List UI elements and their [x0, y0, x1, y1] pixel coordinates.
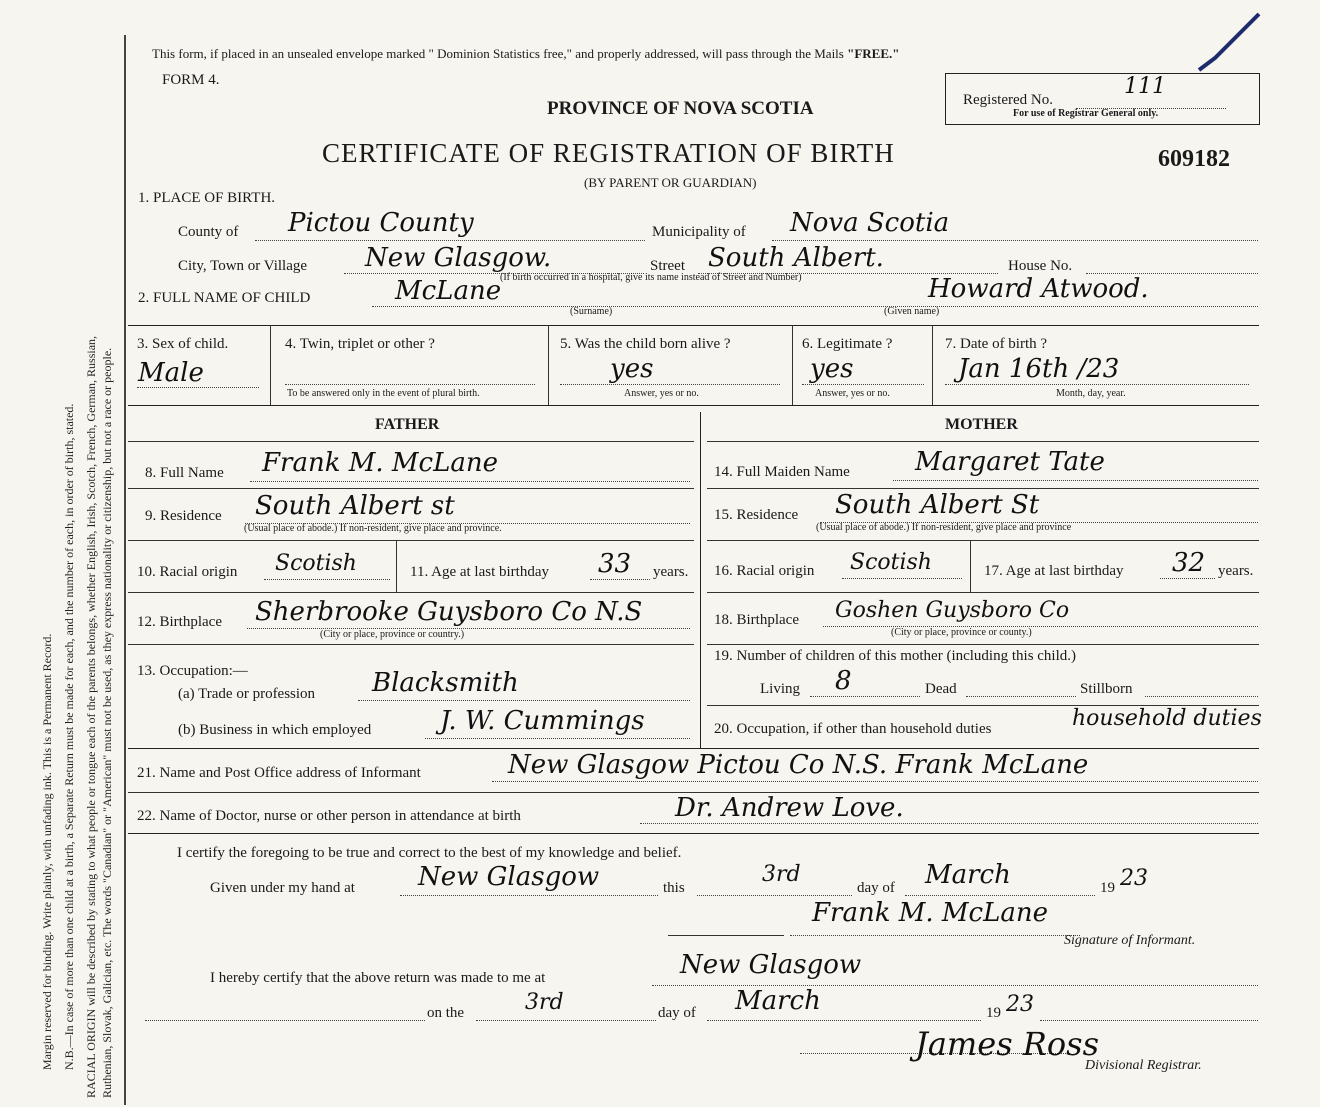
stillborn-label: Stillborn	[1080, 681, 1133, 697]
registrar-statement: I hereby certify that the above return was made to me at	[210, 970, 546, 986]
registrar-day-line	[476, 1020, 656, 1021]
mother-name-value: Margaret Tate	[915, 447, 1105, 477]
mother-occupation-label: 20. Occupation, if other than household duties	[714, 721, 992, 737]
informant-signature-caption: Signature of Informant.	[1064, 933, 1196, 948]
municipality-label: Municipality of	[652, 224, 746, 240]
certificate-subtitle: (BY PARENT OR GUARDIAN)	[584, 175, 757, 190]
business-label: (b) Business in which employed	[178, 722, 372, 738]
father-birthplace-line	[247, 628, 690, 629]
dob-note: Month, day, year.	[1056, 388, 1126, 399]
county-line	[255, 240, 645, 241]
house-label: House No.	[1008, 258, 1073, 274]
mother-years-label: years.	[1218, 563, 1254, 579]
given-place-value: New Glasgow	[418, 862, 600, 892]
business-line	[425, 738, 690, 739]
twin-line	[285, 384, 535, 385]
alive-value: yes	[610, 354, 654, 384]
certify-year-value: 23	[1120, 866, 1148, 891]
mother-age-label: 17. Age at last birthday	[984, 563, 1124, 579]
mother-racial-line	[842, 578, 962, 579]
doctor-line	[640, 823, 1258, 824]
father-racial-value: Scotish	[275, 551, 357, 576]
city-value: New Glasgow.	[365, 243, 552, 273]
row3-bottom-rule	[128, 405, 1259, 406]
certify-day-value: 3rd	[762, 862, 801, 887]
registrar-year-prefix: 19	[986, 1005, 1001, 1021]
legitimate-label: 6. Legitimate ?	[802, 336, 893, 352]
registrar-caption: Divisional Registrar.	[1085, 1058, 1202, 1073]
registered-label: Registered No.	[963, 92, 1053, 108]
registrar-signature: James Ross	[915, 1025, 1099, 1063]
mother-birthplace-label: 18. Birthplace	[714, 612, 799, 628]
certify-month-value: March	[925, 860, 1011, 890]
parents-center-rule	[700, 412, 701, 748]
mother-residence-label: 15. Residence	[714, 507, 799, 523]
certificate-number: 609182	[1158, 146, 1230, 172]
margin-note-2: N.B.—In case of more than one child at a birth, a Separate Return must be made for each, and the number of each, in order of birth, stated.	[62, 403, 76, 1070]
dead-label: Dead	[925, 681, 957, 697]
father-heading: FATHER	[375, 416, 440, 433]
father-residence-label: 9. Residence	[145, 508, 222, 524]
informant-line	[492, 781, 1258, 782]
street-value: South Albert.	[708, 243, 884, 273]
mother-residence-note: (Usual place of abode.) If non-resident, give place and province	[816, 522, 1072, 533]
father-name-label: 8. Full Name	[145, 465, 224, 481]
informant-signature: Frank M. McLane	[812, 898, 1048, 928]
father-birthplace-value: Sherbrooke Guysboro Co N.S	[255, 597, 643, 627]
father-age-label: 11. Age at last birthday	[410, 564, 549, 580]
trade-line	[358, 700, 690, 701]
father-racial-label: 10. Racial origin	[137, 564, 238, 580]
row3-top-rule	[128, 325, 1259, 326]
row-rule-16	[707, 592, 1259, 593]
dob-label: 7. Date of birth ?	[945, 336, 1048, 352]
mother-birthplace-value: Goshen Guysboro Co	[835, 598, 1070, 623]
hospital-note: (If birth occurred in a hospital, give its name instead of Street and Number)	[500, 272, 802, 283]
mother-residence-value: South Albert St	[835, 490, 1040, 520]
registrar-trail-line	[1040, 1020, 1258, 1021]
mail-notice: This form, if placed in an unsealed envelope marked " Dominion Statistics free," and properly addressed, will pass through the Mails "FREE."	[152, 46, 900, 61]
mother-racial-value: Scotish	[850, 550, 932, 575]
trade-label: (a) Trade or profession	[178, 686, 316, 702]
given-place-line	[400, 895, 658, 896]
place-heading: 1. PLACE OF BIRTH.	[138, 190, 276, 206]
registrar-onthe-label: on the	[427, 1005, 465, 1021]
dead-line	[966, 696, 1076, 697]
father-age-value: 33	[598, 549, 632, 579]
mother-occupation-value: household duties	[1072, 706, 1262, 731]
father-age-divider	[396, 540, 397, 592]
legitimate-value: yes	[810, 354, 854, 384]
certify-year-prefix: 19	[1100, 880, 1115, 896]
province-heading: PROVINCE OF NOVA SCOTIA	[547, 98, 814, 119]
registrar-lead-line	[145, 1020, 425, 1021]
registrar-month-value: March	[735, 986, 821, 1016]
certify-statement: I certify the foregoing to be true and correct to the best of my knowledge and belief.	[177, 845, 682, 861]
row-rule-15	[707, 540, 1259, 541]
informant-signature-line	[668, 935, 784, 936]
row3-divider-4	[932, 325, 933, 405]
registrar-month-line	[707, 1020, 981, 1021]
this-label: this	[663, 880, 685, 896]
child-surname-value: McLane	[395, 276, 502, 306]
row-rule-14	[707, 488, 1259, 489]
parents-top-rule	[128, 441, 694, 442]
living-label: Living	[760, 681, 800, 697]
father-age-line	[590, 579, 650, 580]
parents-top-rule-right	[707, 441, 1259, 442]
occupation-label: 13. Occupation:—	[137, 663, 248, 679]
registrar-day-value: 3rd	[525, 990, 564, 1015]
living-value: 8	[835, 666, 852, 696]
informant-signature-line-2	[790, 935, 1080, 936]
registrar-year-value: 23	[1006, 992, 1034, 1017]
father-years-label: years.	[653, 564, 689, 580]
father-residence-note: (Usual place of abode.) If non-resident, give place and province.	[244, 523, 502, 534]
child-name-label: 2. FULL NAME OF CHILD	[138, 290, 311, 306]
row-rule-12	[128, 644, 694, 645]
dob-value: Jan 16th /23	[958, 354, 1120, 384]
row3-divider-2	[548, 325, 549, 405]
row-rule-occupation	[128, 748, 1259, 749]
mother-heading: MOTHER	[945, 416, 1018, 433]
doctor-label: 22. Name of Doctor, nurse or other person in attendance at birth	[137, 808, 521, 824]
county-value: Pictou County	[288, 208, 474, 238]
check-mark-icon	[1195, 8, 1265, 78]
mother-age-value: 32	[1172, 548, 1206, 578]
city-label: City, Town or Village	[178, 258, 308, 274]
stillborn-line	[1145, 696, 1258, 697]
certify-day-line	[697, 895, 852, 896]
registrar-use-note: For use of Registrar General only.	[1013, 108, 1159, 119]
mother-racial-label: 16. Racial origin	[714, 563, 815, 579]
margin-note-3: RACIAL ORIGIN will be described by stating to what people or tongue each of the parents belongs, whether English, Irish, Scotch, French, German, Russian,	[84, 335, 98, 1098]
mother-birthplace-note: (City or place, province or county.)	[891, 627, 1032, 638]
alive-line	[560, 384, 780, 385]
mother-age-line	[1160, 578, 1215, 579]
certificate-title: CERTIFICATE OF REGISTRATION OF BIRTH	[322, 138, 895, 168]
given-label: Given under my hand at	[210, 880, 355, 896]
father-birthplace-label: 12. Birthplace	[137, 614, 222, 630]
father-birthplace-note: (City or place, province or country.)	[320, 629, 465, 640]
alive-label: 5. Was the child born alive ?	[560, 336, 731, 352]
row-rule-10	[128, 592, 694, 593]
father-name-value: Frank M. McLane	[262, 448, 498, 478]
margin-note-4: Ruthenian, Slovak, Galician, etc. The words "Canadian" or "American" must not be used, as they express nationality or citizenship, but not a race or people.	[100, 347, 114, 1098]
legitimate-line	[802, 384, 924, 385]
surname-caption: (Surname)	[570, 306, 613, 317]
given-caption: (Given name)	[884, 306, 940, 317]
row3-divider-3	[792, 325, 793, 405]
child-given-value: Howard Atwood.	[928, 274, 1149, 304]
registrar-place-value: New Glasgow	[680, 950, 862, 980]
certify-month-line	[905, 895, 1095, 896]
row-rule-22	[128, 833, 1259, 834]
registered-number-box	[945, 73, 1260, 125]
alive-note: Answer, yes or no.	[624, 388, 699, 399]
twin-label: 4. Twin, triplet or other ?	[285, 336, 435, 352]
mother-birthplace-line	[823, 626, 1258, 627]
sex-label: 3. Sex of child.	[137, 336, 229, 352]
registered-value: 111	[1124, 74, 1166, 99]
living-line	[810, 696, 920, 697]
child-name-line	[372, 306, 1258, 307]
municipality-line	[772, 240, 1258, 241]
mother-name-label: 14. Full Maiden Name	[714, 464, 850, 480]
row-rule-18	[707, 644, 1259, 645]
legitimate-note: Answer, yes or no.	[815, 388, 890, 399]
mother-age-divider	[970, 540, 971, 592]
father-residence-value: South Albert st	[255, 491, 455, 521]
father-racial-line	[264, 579, 390, 580]
trade-value: Blacksmith	[372, 668, 519, 698]
father-name-line	[250, 481, 690, 482]
twin-note: To be answered only in the event of plural birth.	[287, 388, 480, 399]
mother-name-line	[893, 480, 1258, 481]
row-rule-8	[128, 488, 694, 489]
county-label: County of	[178, 224, 239, 240]
informant-value: New Glasgow Pictou Co N.S. Frank McLane	[508, 750, 1089, 780]
certify-dayof-label: day of	[857, 880, 895, 896]
form-number: FORM 4.	[162, 72, 220, 88]
registrar-dayof-label: day of	[658, 1005, 696, 1021]
dob-line	[945, 384, 1249, 385]
street-label: Street	[650, 258, 685, 274]
municipality-value: Nova Scotia	[790, 208, 950, 238]
doctor-value: Dr. Andrew Love.	[675, 793, 904, 823]
children-count-label: 19. Number of children of this mother (including this child.)	[714, 648, 1077, 664]
row3-divider-1	[270, 325, 271, 405]
business-value: J. W. Cummings	[440, 706, 645, 736]
sex-value: Male	[138, 358, 204, 388]
row-rule-9	[128, 540, 694, 541]
binding-margin-rule	[124, 35, 126, 1105]
margin-note-1: Margin reserved for binding. Write plainly, with unfading ink. This is a Permanent Record.	[40, 633, 54, 1070]
informant-label: 21. Name and Post Office address of Informant	[137, 765, 421, 781]
